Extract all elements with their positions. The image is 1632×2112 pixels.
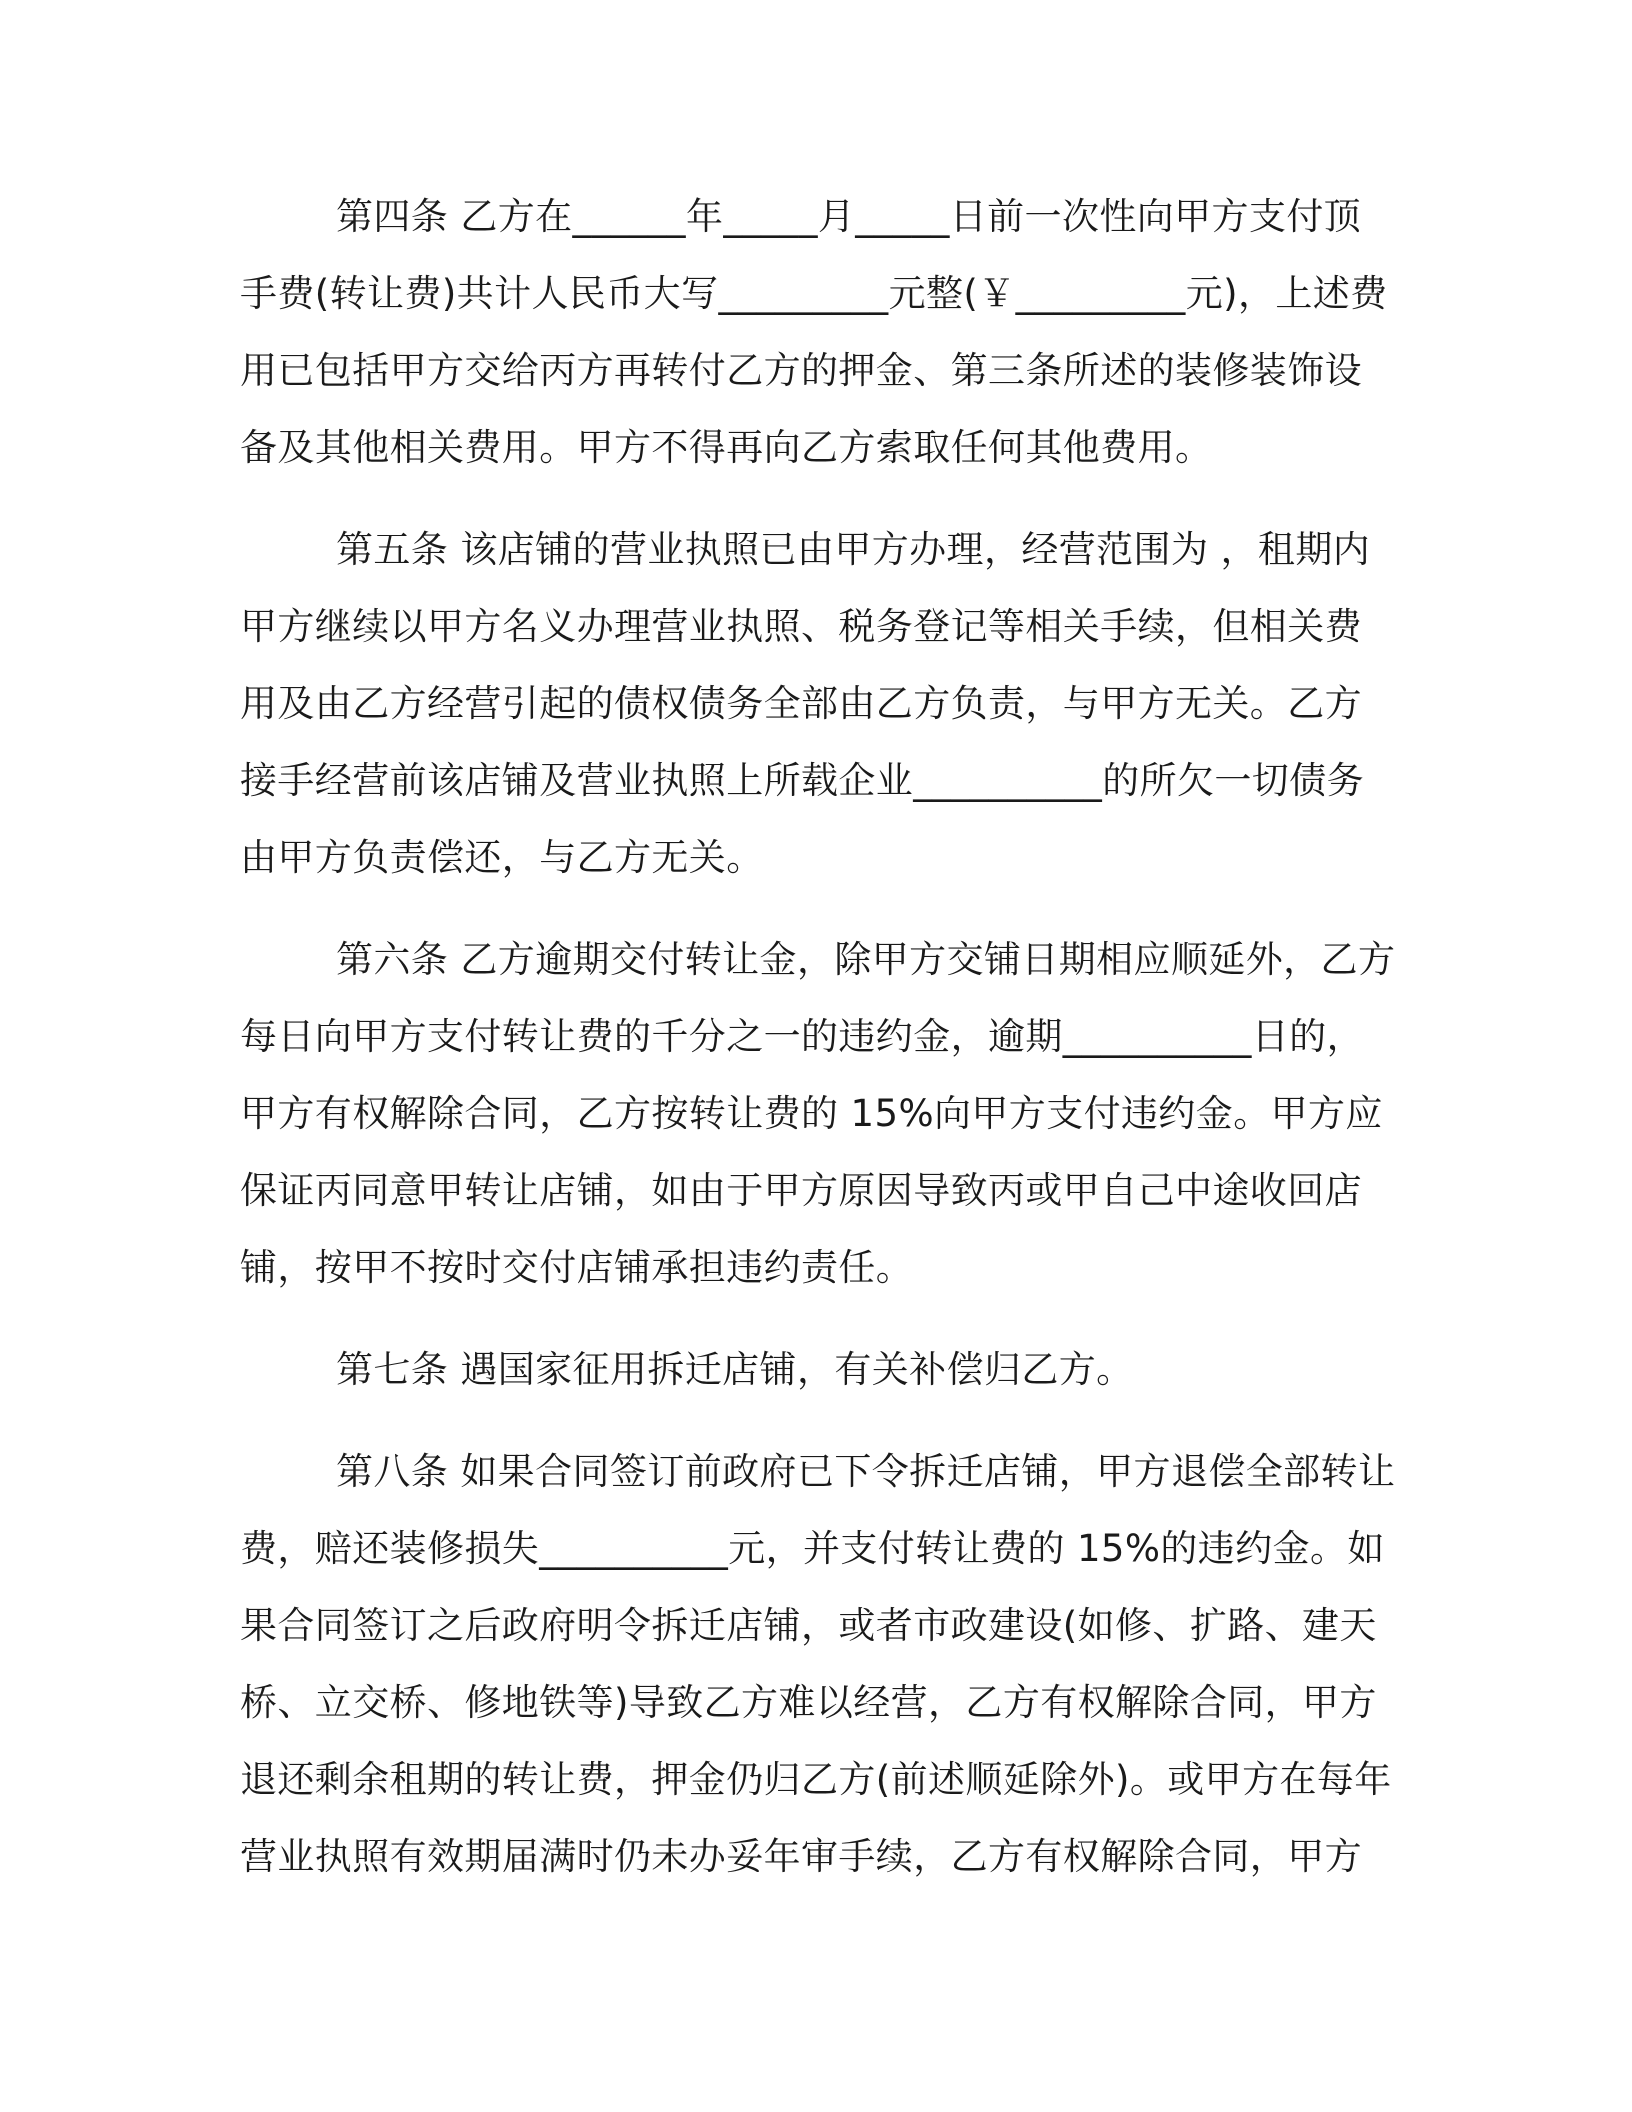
article-6-line: 第六条 乙方逾期交付转让金，除甲方交铺日期相应顺延外，乙方	[336, 938, 1396, 981]
article-7-line: 第七条 遇国家征用拆迁店铺，有关补偿归乙方。	[336, 1348, 1134, 1391]
article-5-line: 由甲方负责偿还，与乙方无关。	[240, 836, 764, 879]
article-8-line: 费，赔还装修损失__________元，并支付转让费的 15%的违约金。如	[240, 1527, 1385, 1570]
article-6-paragraph	[240, 921, 1396, 1306]
article-6-line: 铺，按甲不按时交付店铺承担违约责任。	[240, 1246, 914, 1289]
article-8-line: 退还剩余租期的转让费，押金仍归乙方(前述顺延除外)。或甲方在每年	[240, 1758, 1392, 1801]
article-6-line: 甲方有权解除合同，乙方按转让费的 15%向甲方支付违约金。甲方应	[240, 1092, 1383, 1135]
article-7-paragraph	[240, 1331, 1380, 1408]
article-4-paragraph	[240, 178, 1388, 486]
article-5-paragraph	[240, 511, 1380, 896]
article-5-line: 用及由乙方经营引起的债权债务全部由乙方负责，与甲方无关。乙方	[240, 682, 1362, 725]
article-8-line: 第八条 如果合同签订前政府已下令拆迁店铺，甲方退偿全部转让	[336, 1450, 1396, 1493]
document-body	[240, 178, 1396, 1920]
article-5-line: 接手经营前该店铺及营业执照上所载企业__________的所欠一切债务	[240, 759, 1364, 802]
article-5-line: 甲方继续以甲方名义办理营业执照、税务登记等相关手续，但相关费	[240, 605, 1362, 648]
article-8-paragraph	[240, 1433, 1396, 1895]
article-8-line: 果合同签订之后政府明令拆迁店铺，或者市政建设(如修、扩路、建天	[240, 1604, 1377, 1647]
article-8-line: 营业执照有效期届满时仍未办妥年审手续，乙方有权解除合同，甲方	[240, 1835, 1362, 1878]
article-6-line: 保证丙同意甲转让店铺，如由于甲方原因导致丙或甲自己中途收回店	[240, 1169, 1362, 1212]
article-8-line: 桥、立交桥、修地铁等)导致乙方难以经营，乙方有权解除合同，甲方	[240, 1681, 1377, 1724]
article-4-line: 第四条 乙方在______年_____月_____日前一次性向甲方支付顶	[336, 195, 1362, 238]
article-4-line: 用已包括甲方交给丙方再转付乙方的押金、第三条所述的装修装饰设	[240, 349, 1362, 392]
article-5-line: 第五条 该店铺的营业执照已由甲方办理，经营范围为 ，租期内	[336, 528, 1371, 571]
article-4-line: 手费(转让费)共计人民币大写_________元整(￥_________元)，上述费	[240, 272, 1388, 315]
article-6-line: 每日向甲方支付转让费的千分之一的违约金，逾期__________日的，	[240, 1015, 1364, 1058]
article-4-line: 备及其他相关费用。甲方不得再向乙方索取任何其他费用。	[240, 426, 1213, 469]
